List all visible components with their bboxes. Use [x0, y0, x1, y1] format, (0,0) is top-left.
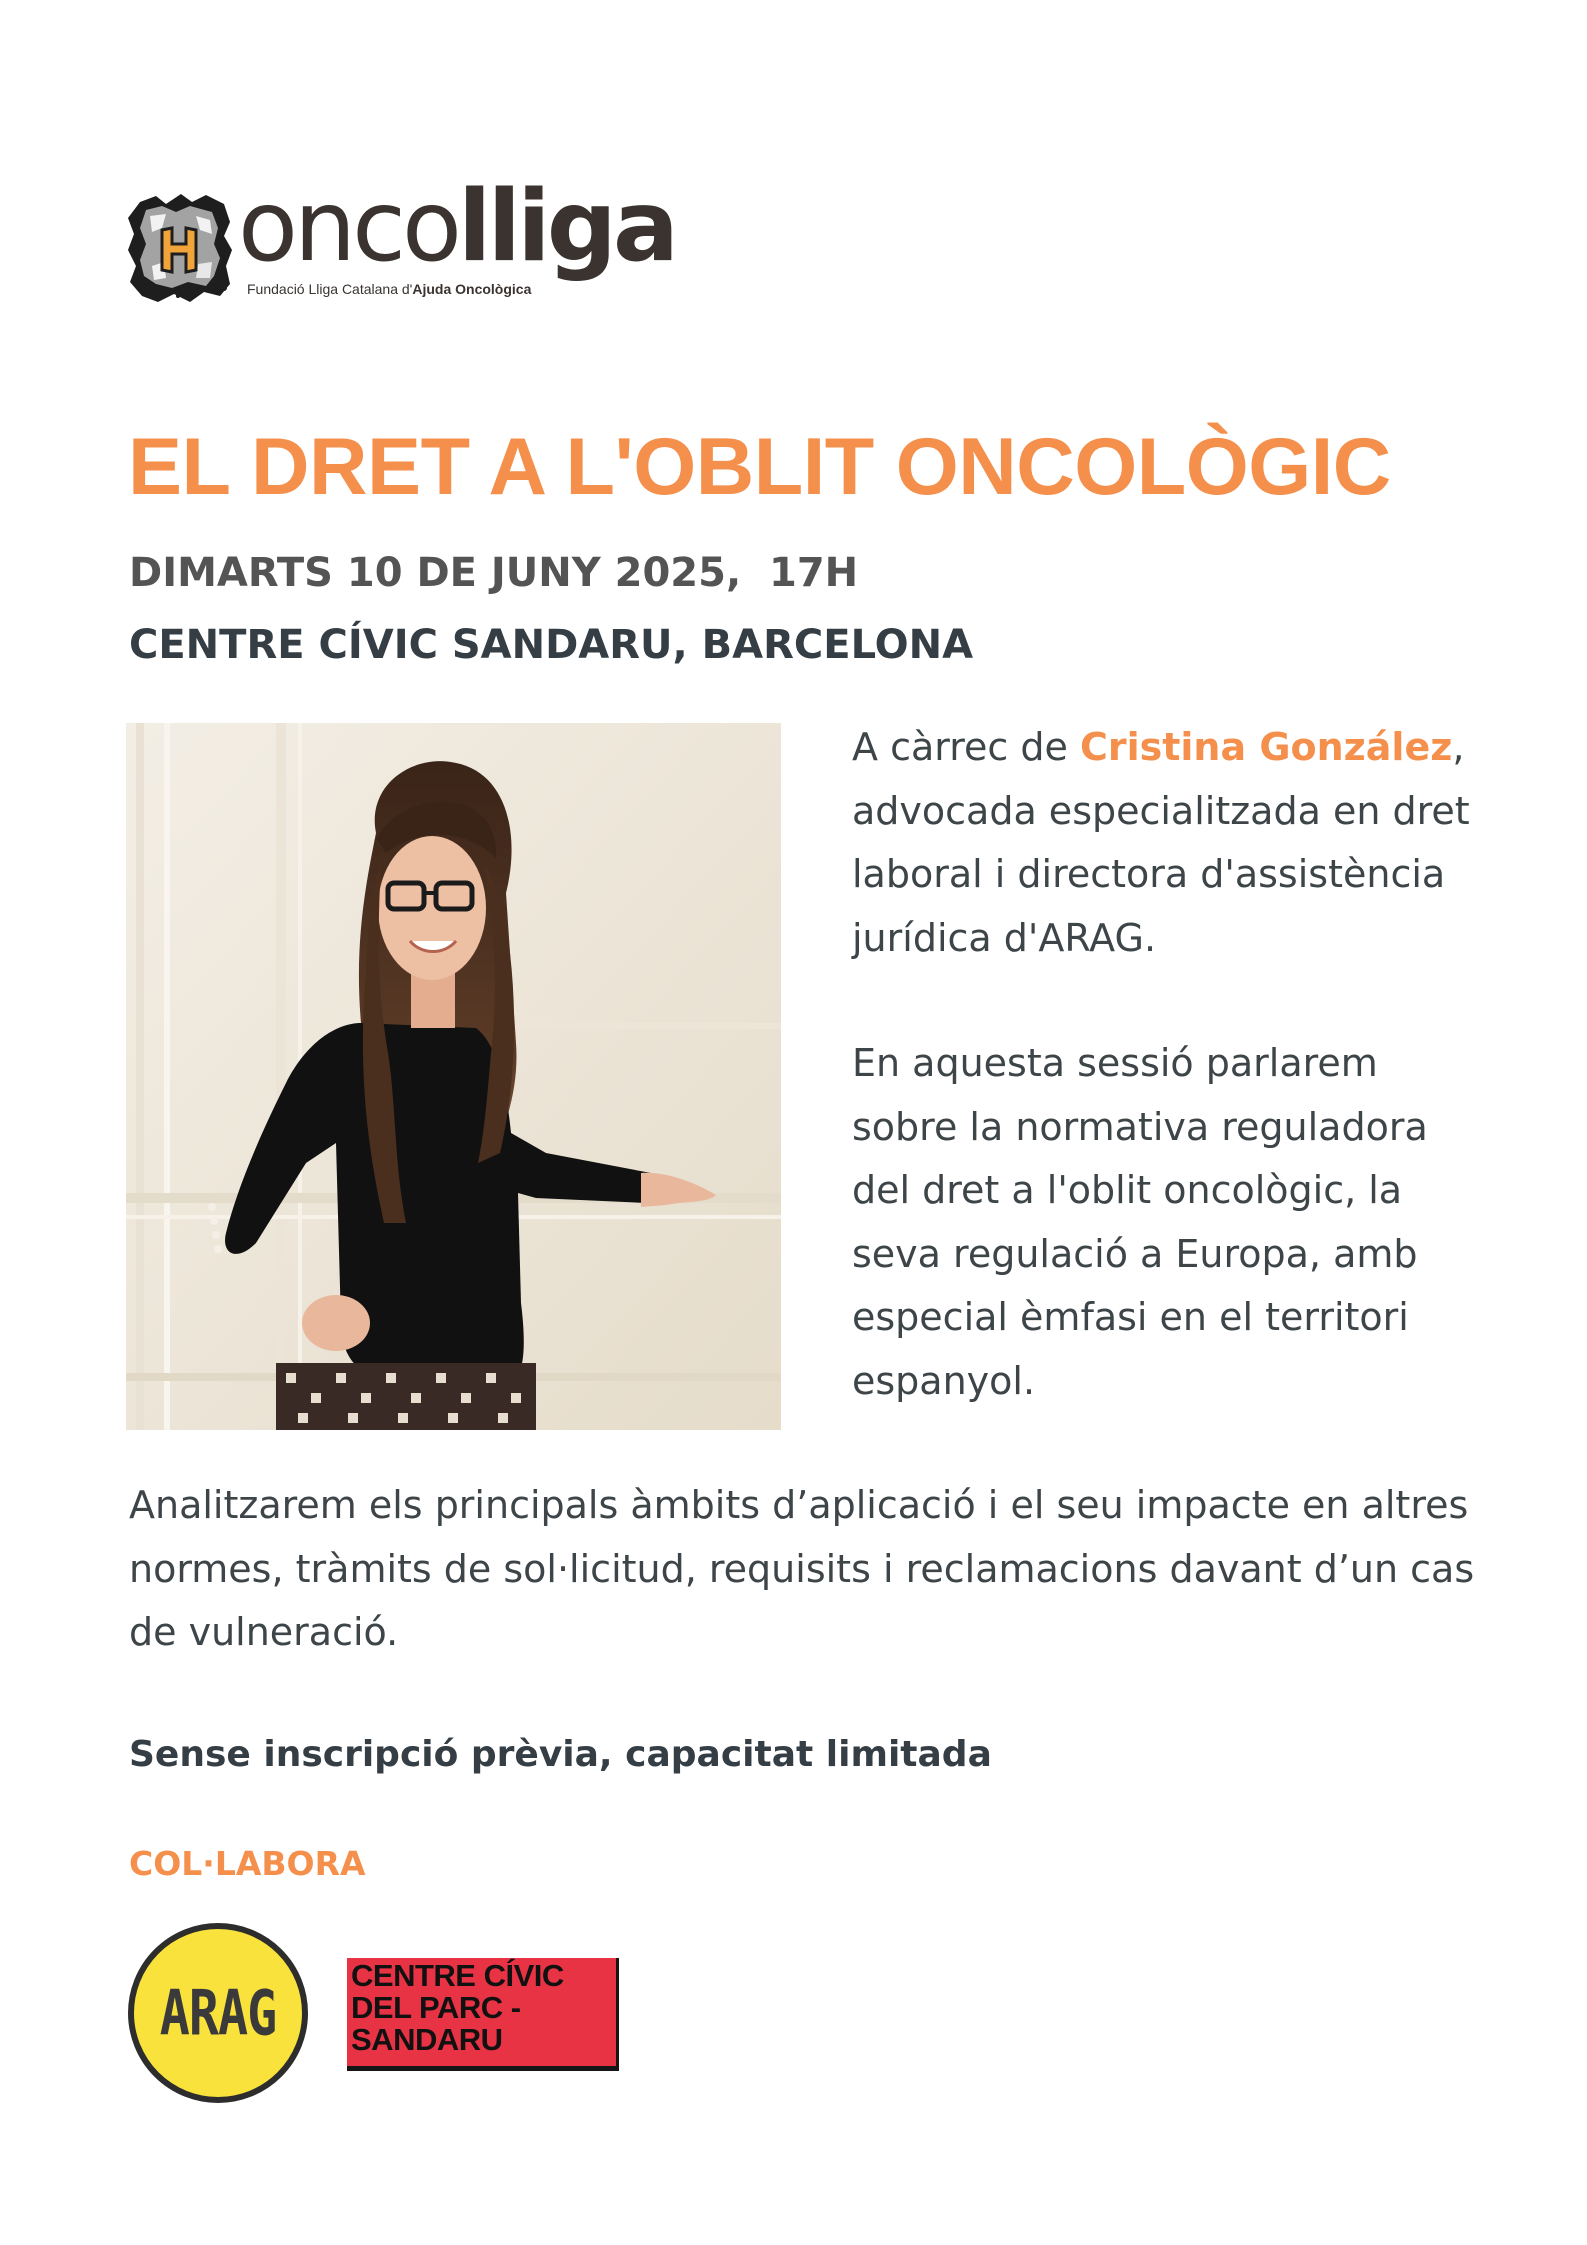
speaker-name: Cristina González	[1079, 725, 1453, 769]
event-venue: CENTRE CÍVIC SANDARU, BARCELONA	[129, 622, 974, 668]
oncolliga-logo	[126, 170, 726, 313]
speaker-photo	[126, 723, 781, 1430]
oncolliga-wordmark: oncolliga	[238, 170, 675, 284]
registration-notice: Sense inscripció prèvia, capacitat limitada	[129, 1734, 992, 1775]
speaker-bio: A càrrec de Cristina González, advocada especialitzada en dret laboral i directora d'assistència jurídica d'ARAG.	[852, 725, 1470, 960]
oncolliga-tagline: Fundació Lliga Catalana d'Ajuda Oncològica	[247, 281, 532, 297]
event-title: EL DRET A L'OBLIT ONCOLÒGIC	[128, 422, 1391, 512]
analysis-description: Analitzarem els principals àmbits d’aplicació i el seu impacte en altres normes, tràmits de sol·licitud, requisits i reclamacions davant d’un cas de vulneració.	[129, 1483, 1475, 1654]
centre-civic-logo-text: CENTRE CÍVIC DEL PARC - SANDARU	[351, 1958, 564, 2057]
collaborators-label: COL·LABORA	[129, 1844, 366, 1883]
session-description: En aquesta sessió parlarem sobre la normativa reguladora del dret a l'oblit oncològic, la seva regulació a Europa, amb especial èmfasi en el territori espanyol.	[852, 1041, 1428, 1403]
oncolliga-emblem-icon	[126, 192, 234, 304]
centre-civic-sandaru-logo	[347, 1958, 619, 2071]
arag-logo	[128, 1923, 308, 2103]
arag-logo-text: ARAG	[159, 1976, 277, 2050]
speaker-photo-illustration	[126, 723, 781, 1430]
event-date: DIMARTS 10 DE JUNY 2025, 17H	[129, 550, 859, 596]
